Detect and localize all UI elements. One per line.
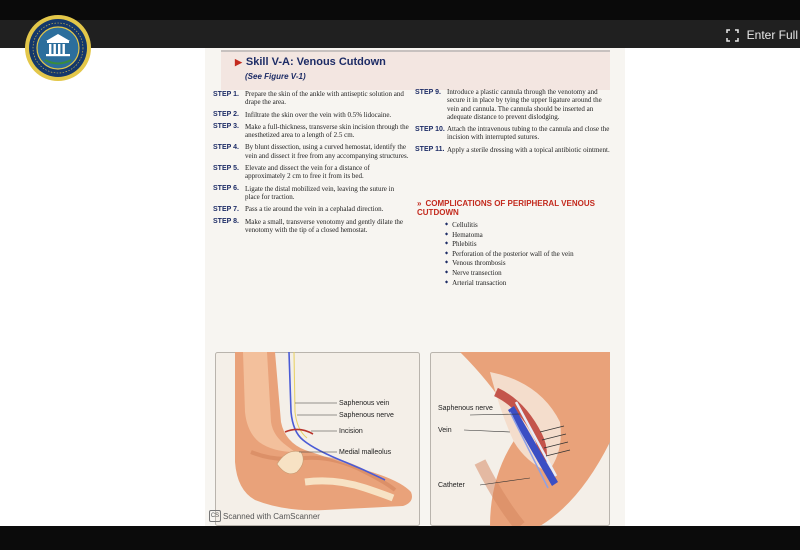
right-margin [625,48,800,526]
step-label: STEP 3. [213,123,239,131]
step-item [213,111,409,119]
step-item [415,125,615,142]
enter-fullscreen-label: Enter Full [746,28,798,42]
list-item: ◆ Arterial transaction [445,278,574,288]
step-text: Apply a sterile dressing with a topical antibiotic ointment. [447,145,610,154]
complications-title: COMPLICATIONS OF PERIPHERAL VENOUS CUTDOWN [417,199,595,217]
step-label: STEP 8. [213,218,239,226]
camscanner-icon: CS [209,510,221,522]
label-saphenous-vein: Saphenous vein [339,400,390,407]
label-saphenous-nerve: Saphenous nerve [339,412,394,419]
step-text: Infiltrate the skin over the vein with 0.5% lidocaine. [245,110,392,119]
watermark-text: Scanned with CamScanner [223,511,320,521]
left-margin [0,48,205,526]
step-label: STEP 5. [213,164,239,172]
label-catheter: Catheter [438,482,465,489]
triangle-bullet-icon: ▶ [235,57,242,67]
step-text: Attach the intravenous tubing to the cannula and close the incision with interrupted sutures. [447,125,610,142]
list-item: ◆ Perforation of the posterior wall of the vein [445,249,574,259]
steps-right-column [415,88,615,158]
list-item: ◆ Venous thrombosis [445,258,574,268]
step-text: By blunt dissection, using a curved hemostat, identify the vein and dissect it free from any accompanying structures. [245,143,409,160]
step-text: Introduce a plastic cannula through the venotomy and secure it in place by tying the upper ligature around the vein and cannula. The cannula should be inserted an adequate distance to prevent dislodging. [447,88,602,121]
step-label: STEP 2. [213,111,239,119]
label-incision: Incision [339,428,363,435]
step-item [415,146,615,154]
step-item [213,143,409,160]
bottom-bar [0,526,800,550]
step-text: Prepare the skin of the ankle with antiseptic solution and drape the area. [245,90,404,107]
steps-left-column [213,90,409,238]
label-vein: Vein [438,427,452,434]
scanner-watermark [209,510,320,522]
step-item [213,123,409,140]
label-saphenous-nerve-right [438,405,493,412]
list-item: ◆ Phlebitis [445,239,574,249]
step-label: STEP 9. [415,88,441,96]
list-item: ◆ Hematoma [445,230,574,240]
label-saphenous-nerve-right-text: Saphenous nerve [438,405,493,412]
step-text: Pass a tie around the vein in a cephalad direction. [245,205,384,214]
step-label: STEP 11. [415,146,445,154]
seal-logo [24,14,92,82]
step-text: Make a small, transverse venotomy and gently dilate the venotomy with the tip of a closed hemostat. [245,217,404,234]
complications-heading [417,199,617,217]
top-bar [0,0,800,20]
step-item [213,90,409,107]
viewer-toolbar [0,20,800,48]
fullscreen-icon [726,29,739,42]
skill-header [221,50,610,90]
step-label: STEP 10. [415,125,445,133]
list-item: ◆ Nerve transection [445,268,574,278]
step-text: Ligate the distal mobilized vein, leaving the suture in place for traction. [245,184,395,201]
complications-list [445,220,574,287]
step-item [213,164,409,181]
label-medial-malleolus: Medial malleolus [339,449,392,456]
step-label: STEP 7. [213,205,239,213]
step-item [213,185,409,202]
step-label: STEP 4. [213,143,239,151]
catheter-illustration [430,352,610,526]
skill-subtitle: (See Figure V-1) [245,72,306,81]
document-page [205,48,625,526]
list-item: ◆ Cellulitis [445,220,574,230]
step-item [415,88,615,121]
double-chevron-icon: » [417,199,422,208]
enter-fullscreen-button[interactable] [726,22,800,48]
step-label: STEP 6. [213,185,239,193]
foot-illustration [215,352,420,526]
skill-title: Skill V-A: Venous Cutdown [245,56,386,68]
step-text: Elevate and dissect the vein for a distance of approximately 2 cm to free it from its bed. [245,164,370,181]
step-label: STEP 1. [213,90,239,98]
step-text: Make a full-thickness, transverse skin incision through the anesthetized area to a length of 2.5 cm. [245,122,409,140]
step-item [213,205,409,213]
step-item [213,218,409,235]
